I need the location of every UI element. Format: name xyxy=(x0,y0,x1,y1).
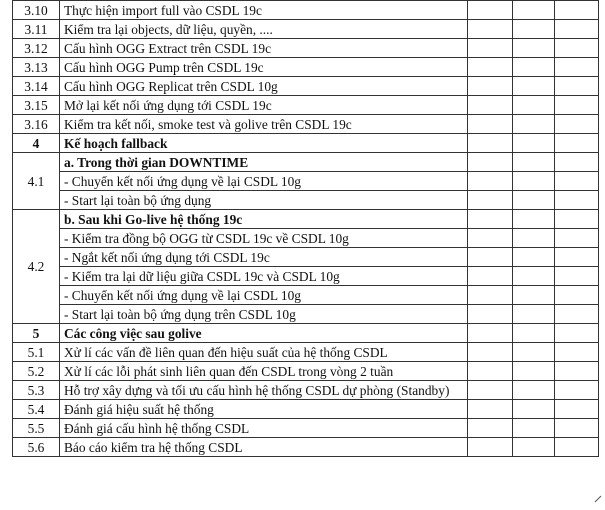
table-row xyxy=(13,153,599,172)
empty-cell xyxy=(513,153,555,172)
empty-cell xyxy=(468,58,513,77)
row-number: 3.14 xyxy=(13,77,60,96)
empty-cell xyxy=(468,153,513,172)
task-text: Thực hiện import full vào CSDL 19c xyxy=(60,1,468,20)
empty-cell xyxy=(513,419,555,438)
row-number: 4.2 xyxy=(13,210,60,324)
subgroup-heading: b. Sau khi Go-live hệ thống 19c xyxy=(60,210,468,229)
empty-cell xyxy=(555,400,599,419)
table-row xyxy=(13,400,599,419)
empty-cell xyxy=(513,362,555,381)
empty-cell xyxy=(555,210,599,229)
empty-cell xyxy=(468,362,513,381)
empty-cell xyxy=(513,115,555,134)
empty-cell xyxy=(555,381,599,400)
empty-cell xyxy=(555,153,599,172)
empty-cell xyxy=(513,381,555,400)
task-text: Kiểm tra lại objects, dữ liệu, quyền, .... xyxy=(60,20,468,39)
task-text: Đánh giá hiệu suất hệ thống xyxy=(60,400,468,419)
task-text: - Start lại toàn bộ ứng dụng trên CSDL 10g xyxy=(60,305,468,324)
table-row xyxy=(13,58,599,77)
row-number: 4.1 xyxy=(13,153,60,210)
empty-cell xyxy=(513,305,555,324)
empty-cell xyxy=(513,400,555,419)
empty-cell xyxy=(555,191,599,210)
table-row xyxy=(13,438,599,457)
empty-cell xyxy=(513,39,555,58)
migration-plan-table xyxy=(12,0,599,457)
empty-cell xyxy=(468,96,513,115)
empty-cell xyxy=(555,77,599,96)
empty-cell xyxy=(513,343,555,362)
subgroup-heading: a. Trong thời gian DOWNTIME xyxy=(60,153,468,172)
empty-cell xyxy=(468,381,513,400)
empty-cell xyxy=(555,324,599,343)
table-row xyxy=(13,115,599,134)
empty-cell xyxy=(555,58,599,77)
empty-cell xyxy=(513,438,555,457)
table-row xyxy=(13,39,599,58)
row-number: 5.5 xyxy=(13,419,60,438)
task-text: - Chuyển kết nối ứng dụng về lại CSDL 10g xyxy=(60,286,468,305)
task-text: - Kiểm tra lại dữ liệu giữa CSDL 19c và CSDL 10g xyxy=(60,267,468,286)
section-row xyxy=(13,324,599,343)
task-text: Cấu hình OGG Extract trên CSDL 19c xyxy=(60,39,468,58)
task-text: - Start lại toàn bộ ứng dụng xyxy=(60,191,468,210)
empty-cell xyxy=(513,58,555,77)
empty-cell xyxy=(555,267,599,286)
task-text: Hỗ trợ xây dựng và tối ưu cấu hình hệ thống CSDL dự phòng (Standby) xyxy=(60,381,468,400)
task-text: - Kiểm tra đồng bộ OGG từ CSDL 19c về CSDL 10g xyxy=(60,229,468,248)
empty-cell xyxy=(555,134,599,153)
section-number: 4 xyxy=(13,134,60,153)
empty-cell xyxy=(555,343,599,362)
empty-cell xyxy=(468,39,513,58)
empty-cell xyxy=(468,134,513,153)
empty-cell xyxy=(513,172,555,191)
empty-cell xyxy=(468,115,513,134)
scan-mark-icon xyxy=(591,480,605,510)
table-row xyxy=(13,20,599,39)
task-text: Cấu hình OGG Pump trên CSDL 19c xyxy=(60,58,468,77)
empty-cell xyxy=(513,210,555,229)
table-row xyxy=(13,172,599,191)
empty-cell xyxy=(555,96,599,115)
table-row xyxy=(13,248,599,267)
row-number: 3.11 xyxy=(13,20,60,39)
empty-cell xyxy=(468,400,513,419)
table-row xyxy=(13,77,599,96)
empty-cell xyxy=(555,248,599,267)
empty-cell xyxy=(468,438,513,457)
row-number: 3.10 xyxy=(13,1,60,20)
empty-cell xyxy=(513,229,555,248)
section-title: Kế hoạch fallback xyxy=(60,134,468,153)
table-row xyxy=(13,1,599,20)
empty-cell xyxy=(555,1,599,20)
section-number: 5 xyxy=(13,324,60,343)
task-text: Báo cáo kiểm tra hệ thống CSDL xyxy=(60,438,468,457)
task-text: Kiểm tra kết nối, smoke test và golive trên CSDL 19c xyxy=(60,115,468,134)
empty-cell xyxy=(468,191,513,210)
table-row xyxy=(13,381,599,400)
row-number: 3.12 xyxy=(13,39,60,58)
empty-cell xyxy=(468,77,513,96)
table-row xyxy=(13,362,599,381)
task-text: Đánh giá cấu hình hệ thống CSDL xyxy=(60,419,468,438)
row-number: 3.16 xyxy=(13,115,60,134)
empty-cell xyxy=(468,229,513,248)
table-row xyxy=(13,191,599,210)
empty-cell xyxy=(468,20,513,39)
empty-cell xyxy=(513,77,555,96)
empty-cell xyxy=(468,172,513,191)
empty-cell xyxy=(513,1,555,20)
empty-cell xyxy=(513,248,555,267)
row-number: 5.3 xyxy=(13,381,60,400)
empty-cell xyxy=(555,362,599,381)
empty-cell xyxy=(468,210,513,229)
empty-cell xyxy=(513,191,555,210)
task-text: Xử lí các lỗi phát sinh liên quan đến CSDL trong vòng 2 tuần xyxy=(60,362,468,381)
empty-cell xyxy=(468,267,513,286)
empty-cell xyxy=(468,248,513,267)
empty-cell xyxy=(555,419,599,438)
table-row xyxy=(13,419,599,438)
empty-cell xyxy=(513,324,555,343)
empty-cell xyxy=(513,96,555,115)
row-number: 5.1 xyxy=(13,343,60,362)
task-text: Mở lại kết nối ứng dụng tới CSDL 19c xyxy=(60,96,468,115)
row-number: 3.13 xyxy=(13,58,60,77)
empty-cell xyxy=(555,115,599,134)
task-text: - Ngắt kết nối ứng dụng tới CSDL 19c xyxy=(60,248,468,267)
empty-cell xyxy=(513,134,555,153)
row-number: 3.15 xyxy=(13,96,60,115)
empty-cell xyxy=(513,286,555,305)
table-row xyxy=(13,229,599,248)
task-text: Xử lí các vấn đề liên quan đến hiệu suất của hệ thống CSDL xyxy=(60,343,468,362)
table-row xyxy=(13,96,599,115)
table-row xyxy=(13,267,599,286)
table-row xyxy=(13,343,599,362)
empty-cell xyxy=(555,229,599,248)
empty-cell xyxy=(468,286,513,305)
empty-cell xyxy=(468,419,513,438)
table-row xyxy=(13,286,599,305)
empty-cell xyxy=(468,343,513,362)
row-number: 5.6 xyxy=(13,438,60,457)
empty-cell xyxy=(468,1,513,20)
table-row xyxy=(13,210,599,229)
empty-cell xyxy=(555,172,599,191)
empty-cell xyxy=(555,438,599,457)
table-row xyxy=(13,305,599,324)
empty-cell xyxy=(555,305,599,324)
row-number: 5.4 xyxy=(13,400,60,419)
empty-cell xyxy=(513,267,555,286)
task-text: Cấu hình OGG Replicat trên CSDL 10g xyxy=(60,77,468,96)
row-number: 5.2 xyxy=(13,362,60,381)
empty-cell xyxy=(555,286,599,305)
empty-cell xyxy=(468,305,513,324)
empty-cell xyxy=(468,324,513,343)
section-row xyxy=(13,134,599,153)
task-text: - Chuyển kết nối ứng dụng về lại CSDL 10g xyxy=(60,172,468,191)
empty-cell xyxy=(555,20,599,39)
section-title: Các công việc sau golive xyxy=(60,324,468,343)
empty-cell xyxy=(513,20,555,39)
empty-cell xyxy=(555,39,599,58)
